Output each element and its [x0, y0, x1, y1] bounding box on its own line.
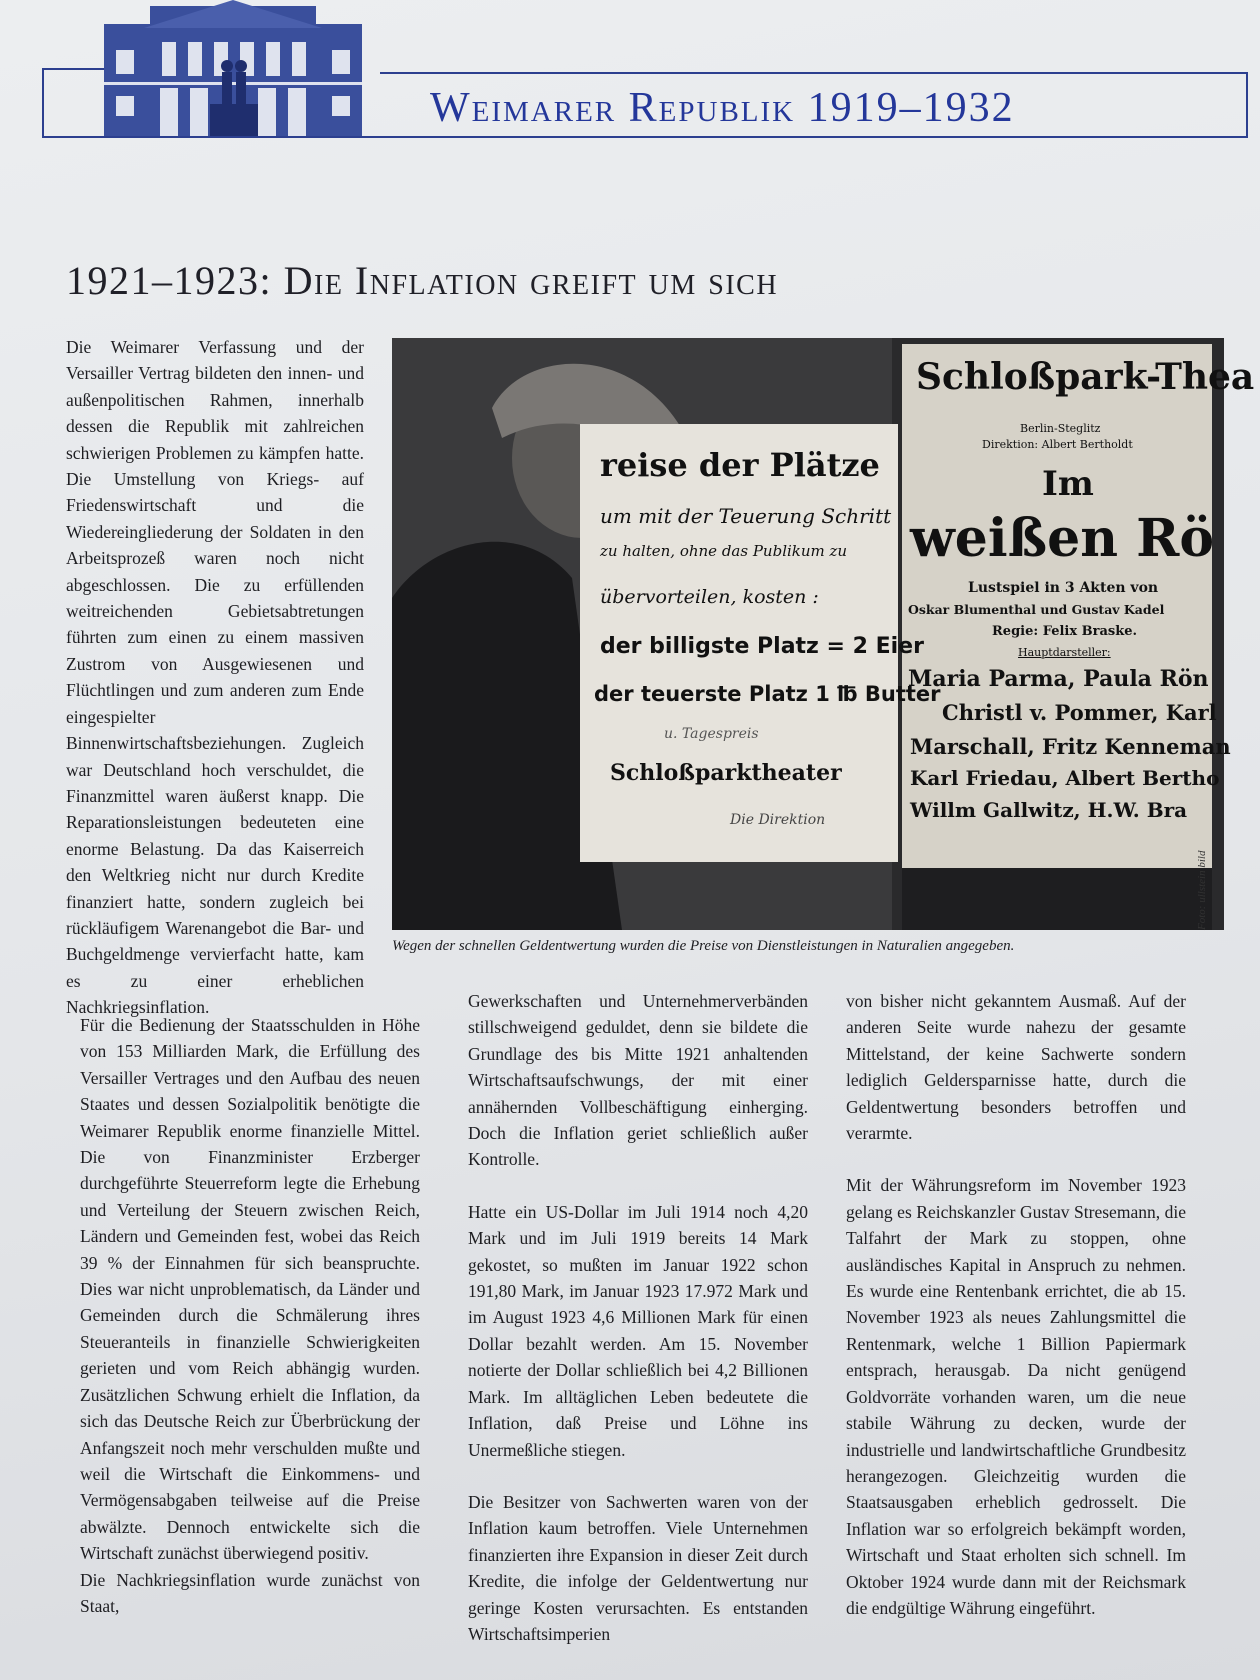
theater-building-logo	[104, 0, 362, 140]
column-2-paragraph: Die Besitzer von Sachwerten waren von der Inflation kaum betroffen. Viele Unternehmen finanzierten ihre Expansion in dieser Zeit durch Kredite, die infolge der Geldentwertung nur geringe Kosten verursachten. Es entstanden Wirtschaftsimperien	[468, 1491, 808, 1644]
sign-theater-name: Schloßparktheater	[610, 760, 842, 786]
poster-title: Schloßpark-Thea	[916, 356, 1255, 398]
text-column-1	[80, 1012, 420, 1645]
sign-line-6: u. Tagespreis	[664, 726, 759, 742]
poster-im: Im	[1042, 464, 1094, 504]
poster-cast-5: Willm Gallwitz, H.W. Bra	[910, 798, 1188, 822]
photo-credit: Foto: ullstein bild	[1196, 850, 1208, 930]
header-frame-right	[1246, 72, 1248, 138]
poster-play-title: weißen Rö	[910, 508, 1215, 569]
sign-line-2: zu halten, ohne das Publikum zu	[600, 542, 848, 560]
header-frame-top	[380, 72, 1248, 74]
column-2-paragraph: Gewerkschaften und Unternehmerverbänden stillschweigend geduldet, denn sie bildete die Grundlage des bis Mitte 1921 anhaltenden Wirtschaftsaufschwungs, der mit einer annähernden Vollbeschäftigung einherging. Doch die Inflation geriet schließlich außer Kontrolle.	[468, 991, 808, 1170]
column-1-paragraph: Für die Bedienung der Staatsschulden in Höhe von 153 Milliarden Mark, die Erfüllung des Versailler Vertrages und den Aufbau des neuen Staates und dessen Sozialpolitik benötigte die Weimarer Republik enorme finanzielle Mittel. Die von Finanzminister Erzberger durchgeführte Steuerreform legte die Erhebung und Verteilung der Steuern zwischen Reich, Ländern und Gemeinden fest, wobei das Reich 39 % der Einnahmen für sich beanspruchte. Dies war nicht unproblematisch, da Länder und Gemeinden durch die Schmälerung ihres Steueranteils in finanzielle Schwierigkeiten gerieten und vom Reich abhängig wurden. Zusätzlichen Schwung erhielt die Inflation, da sich das Deutsche Reich zur Überbrückung der Anfangszeit noch mehr verschulden mußte und weil die Wirtschaft die Einkommens- und Vermögensabgaben teilweise auf die Preise abwälzte. Dennoch entwickelte sich die Wirtschaft zunächst überwiegend positiv.	[80, 1015, 420, 1564]
column-1-paragraph: Die Nachkriegsinflation wurde zunächst von Staat,	[80, 1569, 420, 1616]
sign-line-3: übervorteilen, kosten :	[600, 586, 819, 608]
poster-location: Berlin-Steglitz	[1020, 422, 1101, 435]
poster-direction: Direktion: Albert Bertholdt	[982, 438, 1133, 451]
header-title: Weimarer Republik 1919–1932	[430, 85, 1015, 131]
header-frame-top-left	[42, 68, 104, 70]
poster-authors: Oskar Blumenthal und Gustav Kadel	[908, 602, 1165, 617]
sign-line-4: der billigste Platz = 2 Eier	[600, 634, 924, 659]
column-3-paragraph: von bisher nicht gekanntem Ausmaß. Auf der anderen Seite wurde nahezu der gesamte Mittelstand, der keine Sachwerte sondern lediglich Geldersparnisse hatte, durch die Geldentwertung besonders betroffen und verarmte.	[846, 991, 1186, 1144]
poster-genre: Lustspiel in 3 Akten von	[968, 580, 1159, 596]
text-column-3	[846, 988, 1186, 1647]
photo-caption: Wegen der schnellen Geldentwertung wurden die Preise von Dienstleistungen in Naturalien angegeben.	[392, 938, 1015, 954]
sign-heading: reise der Plätze	[600, 446, 880, 484]
poster-cast-2: Christl v. Pommer, Karl	[942, 700, 1217, 725]
column-3-paragraph: Mit der Währungsreform im November 1923 gelang es Reichskanzler Gustav Stresemann, die Talfahrt der Mark zu stoppen, ohne ausländisches Kapital in Anspruch zu nehmen. Es wurde eine Rentenbank errichtet, die ab 15. November 1923 als neues Zahlungsmittel die Rentenmark, welche 1 Billion Papiermark entsprach, herausgab. Da nicht genügend Goldvorräte vorhanden waren, um die neue stabile Währung zu decken, wurde der industrielle und landwirtschaftliche Grundbesitz herangezogen. Gleichzeitig wurden die Staatsausgaben erheblich gedrosselt. Die Inflation war so erfolgreich bekämpft worden, Wirtschaft und Staat erholten sich schnell. Im Oktober 1924 wurde dann mit der Reichsmark die endgültige Währung eingeführt.	[846, 1175, 1186, 1618]
poster-cast-1: Maria Parma, Paula Rön	[908, 666, 1209, 692]
page-title: 1921–1923: Die Inflation greift um sich	[66, 257, 779, 303]
poster-cast-3: Marschall, Fritz Kenneman	[910, 734, 1231, 759]
lead-paragraph: Die Weimarer Verfassung und der Versailler Vertrag bildeten den innen- und außenpolitischen Rahmen, innerhalb dessen die Republik mit zahlreichen schwierigen Problemen zu kämpfen hatte. Die Umstellung von Kriegs- auf Friedenswirtschaft und die Wiedereingliederung der Soldaten in den Arbeitsprozeß waren noch nicht abgeschlossen. Die zu erfüllenden weitreichenden Gebietsabtretungen führten zum einen zu einem massiven Zustrom von Ausgewiesenen und Flüchtlingen und zum anderen zum Ende eingespielter Binnenwirtschaftsbeziehungen. Zugleich war Deutschland hoch verschuldet, die Finanzmittel waren äußerst knapp. Die Reparationsleistungen bedeuteten eine enorme Belastung. Da das Kaiserreich den Weltkrieg nicht nur durch Kredite finanziert hatte, sondern zugleich bei rückläufigem Warenangebot die Bar- und Buchgeldmenge vervierfacht hatte, kam es zu einer erheblichen Nachkriegsinflation.	[66, 337, 364, 1018]
poster-cast-heading: Hauptdarsteller:	[1018, 646, 1111, 659]
sign-signature: Die Direktion	[730, 812, 826, 828]
header-frame-left-edge	[42, 68, 44, 138]
text-column-2	[468, 988, 808, 1673]
poster-cast-4: Karl Friedau, Albert Bertho	[910, 766, 1220, 790]
historic-photo	[392, 338, 1255, 930]
column-2-paragraph: Hatte ein US-Dollar im Juli 1914 noch 4,20 Mark und im Juli 1919 bereits 14 Mark gekostet, so mußten im Januar 1922 schon 191,80 Mark, im Januar 1923 17.972 Mark und im August 1923 4,6 Millionen Mark für einen Dollar bezahlt werden. Am 15. November notierte der Dollar schließlich bei 4,2 Billionen Mark. Im alltäglichen Leben bedeutete die Inflation, daß Preise und Löhne ins Unermeßliche stiegen.	[468, 1201, 808, 1460]
poster-regie: Regie: Felix Braske.	[992, 624, 1138, 639]
sign-line-5: der teuerste Platz 1 ℔ Butter	[594, 682, 941, 706]
sign-line-1: um mit der Teuerung Schritt	[600, 504, 892, 528]
